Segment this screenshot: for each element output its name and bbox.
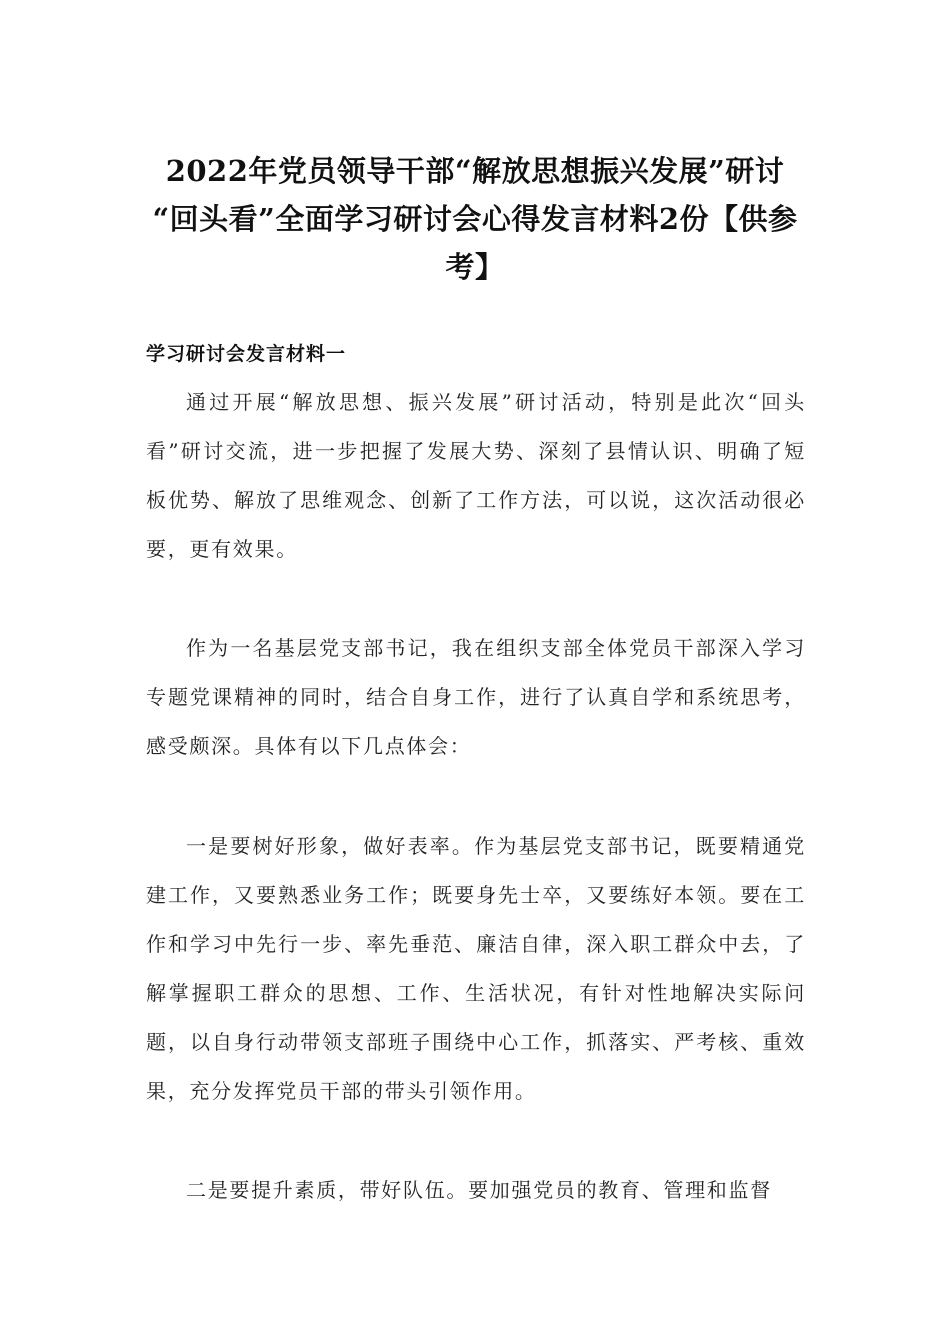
body-paragraph: 作为一名基层党支部书记，我在组织支部全体党员干部深入学习专题党课精神的同时，结合自身工作，进行了认真自学和系统思考，感受颇深。具体有以下几点体会： [146,636,806,758]
body-paragraph: 二是要提升素质，带好队伍。要加强党员的教育、管理和监督 [186,1178,772,1202]
document-title [140,147,810,291]
title-line-3: 考】 [445,250,505,285]
title-line-2: “回头看”全面学习研讨会心得发言材料2份【供参 [152,202,798,237]
title-line-1: 2022年党员领导干部“解放思想振兴发展”研讨 [165,154,785,189]
body-paragraph: 通过开展“解放思想、振兴发展”研讨活动，特别是此次“回头看”研讨交流，进一步把握了发展大势、深刻了县情认识、明确了短板优势、解放了思维观念、创新了工作方法，可以说，这次活动很必要，更有效果。 [146,390,806,561]
body-paragraph: 一是要树好形象，做好表率。作为基层党支部书记，既要精通党建工作，又要熟悉业务工作；既要身先士卒，又要练好本领。要在工作和学习中先行一步、率先垂范、廉洁自律，深入职工群众中去，了解掌握职工群众的思想、工作、生活状况，有针对性地解决实际问题，以自身行动带领支部班子围绕中心工作，抓落实、严考核、重效果，充分发挥党员干部的带头引领作用。 [146,834,806,1103]
section-heading: 学习研讨会发言材料一 [146,343,347,365]
